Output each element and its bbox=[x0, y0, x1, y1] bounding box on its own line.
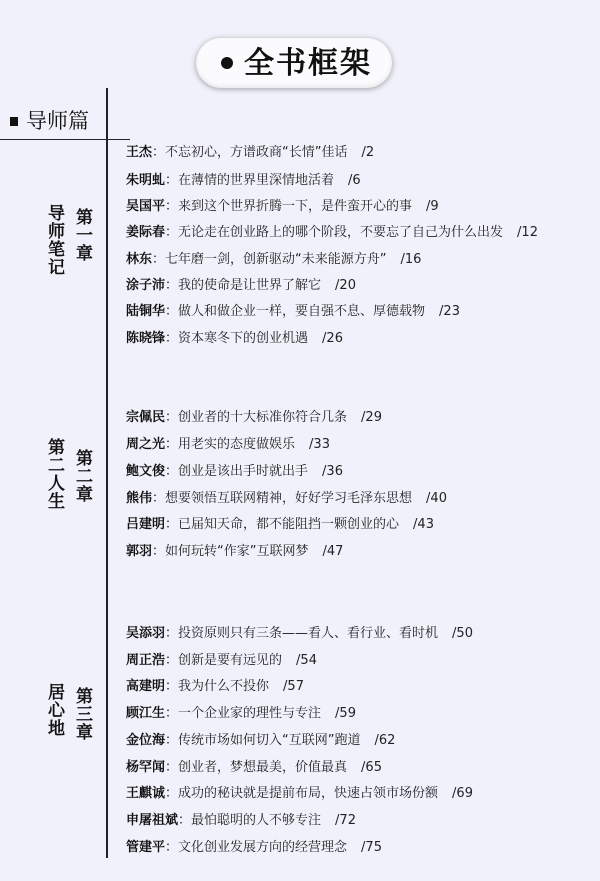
toc-entry[interactable]: 熊伟：想要领悟互联网精神，好好学习毛泽东思想 /40 bbox=[126, 491, 447, 506]
toc-entry[interactable]: 郭羽：如何玩转“作家”互联网梦 /47 bbox=[126, 544, 344, 559]
toc-entry[interactable]: 鲍文俊：创业是该出手时就出手 /36 bbox=[126, 464, 343, 479]
chapter-2-title: 第二人生 bbox=[44, 438, 64, 510]
page-title: 全书框架 bbox=[244, 46, 372, 81]
chapter-2-number: 第二章 bbox=[72, 449, 92, 503]
entry-title: 想要领悟互联网精神，好好学习毛泽东思想 bbox=[165, 491, 413, 506]
page-number: /59 bbox=[335, 706, 356, 721]
bullet-icon bbox=[221, 57, 233, 69]
author-name: 陈晓锋 bbox=[126, 331, 166, 346]
chapter-3-number: 第三章 bbox=[72, 687, 92, 741]
entry-title: 文化创业发展方向的经营理念 bbox=[178, 840, 348, 855]
author-name: 周正浩 bbox=[126, 653, 166, 668]
page-number: /26 bbox=[322, 331, 343, 346]
entry-title: 来到这个世界折腾一下，是件蛮开心的事 bbox=[178, 199, 413, 214]
page-number: /23 bbox=[439, 304, 460, 319]
author-name: 吴添羽 bbox=[126, 626, 166, 641]
entry-title: 如何玩转“作家”互联网梦 bbox=[165, 544, 309, 559]
entry-title: 不忘初心，方谱政商“长情”佳话 bbox=[165, 145, 348, 160]
page-number: /47 bbox=[322, 544, 344, 559]
page-number: /6 bbox=[348, 173, 361, 188]
square-bullet-icon bbox=[10, 117, 18, 126]
entry-title: 一个企业家的理性与专注 bbox=[178, 706, 322, 721]
toc-entry[interactable]: 周之光：用老实的态度做娱乐 /33 bbox=[126, 437, 330, 452]
author-name: 管建平 bbox=[126, 840, 166, 855]
entry-title: 做人和做企业一样，要自强不息、厚德载物 bbox=[178, 304, 426, 319]
page-number: /2 bbox=[361, 145, 375, 160]
vertical-divider bbox=[106, 88, 108, 858]
section-title: 导师篇 bbox=[26, 109, 89, 133]
page-number: /75 bbox=[361, 840, 382, 855]
entry-title: 创新是要有远见的 bbox=[178, 653, 283, 668]
toc-entry[interactable]: 陈晓锋：资本寒冬下的创业机遇 /26 bbox=[126, 331, 343, 346]
toc-entry[interactable]: 周正浩：创新是要有远见的 /54 bbox=[126, 653, 317, 668]
entry-title: 我为什么不投你 bbox=[178, 679, 270, 694]
page-number: /40 bbox=[426, 491, 447, 506]
author-name: 姜际春 bbox=[126, 225, 166, 240]
author-name: 申屠祖斌 bbox=[126, 813, 179, 828]
page-number: /54 bbox=[296, 653, 317, 668]
author-name: 熊伟 bbox=[126, 491, 153, 506]
entry-title: 已届知天命，都不能阻挡一颗创业的心 bbox=[178, 517, 400, 532]
page-number: /72 bbox=[335, 813, 356, 828]
toc-entry[interactable]: 管建平：文化创业发展方向的经营理念 /75 bbox=[126, 840, 382, 855]
toc-entry[interactable]: 林东：七年磨一剑，创新驱动“未来能源方舟” /16 bbox=[126, 252, 422, 267]
author-name: 吕建明 bbox=[126, 517, 166, 532]
entry-title: 创业是该出手时就出手 bbox=[178, 464, 309, 479]
entry-title: 用老实的态度做娱乐 bbox=[178, 437, 296, 452]
entry-title: 资本寒冬下的创业机遇 bbox=[178, 331, 309, 346]
chapter-1-title: 导师笔记 bbox=[44, 204, 64, 276]
chapter-1-number: 第一章 bbox=[72, 208, 92, 262]
entry-title: 我的使命是让世界了解它 bbox=[178, 278, 322, 293]
toc-entry[interactable]: 金位海：传统市场如何切入“互联网”跑道 /62 bbox=[126, 733, 396, 748]
page-number: /50 bbox=[452, 626, 473, 641]
toc-entry[interactable]: 顾江生：一个企业家的理性与专注 /59 bbox=[126, 706, 356, 721]
toc-entry[interactable]: 高建明：我为什么不投你 /57 bbox=[126, 679, 304, 694]
entry-title: 在薄情的世界里深情地活着 bbox=[178, 173, 335, 188]
author-name: 陆铜华 bbox=[126, 304, 166, 319]
page-number: /9 bbox=[426, 199, 439, 214]
toc-entry[interactable]: 朱明虬：在薄情的世界里深情地活着 /6 bbox=[126, 173, 361, 188]
chapter-3-title: 居心地 bbox=[44, 683, 64, 737]
entry-title: 传统市场如何切入“互联网”跑道 bbox=[178, 733, 361, 748]
author-name: 金位海 bbox=[126, 733, 166, 748]
page-number: /36 bbox=[322, 464, 343, 479]
entry-title: 创业者的十大标准你符合几条 bbox=[178, 410, 348, 425]
author-name: 顾江生 bbox=[126, 706, 166, 721]
author-name: 涂子沛 bbox=[126, 278, 166, 293]
toc-entry[interactable]: 王杰：不忘初心，方谱政商“长情”佳话 /2 bbox=[126, 145, 375, 160]
page-number: /57 bbox=[283, 679, 304, 694]
toc-entry[interactable]: 吕建明：已届知天命，都不能阻挡一颗创业的心 /43 bbox=[126, 517, 434, 532]
author-name: 林东 bbox=[126, 252, 153, 267]
author-name: 王杰 bbox=[126, 145, 153, 160]
entry-title: 最怕聪明的人不够专注 bbox=[191, 813, 322, 828]
toc-entry[interactable]: 王麒诚：成功的秘诀就是提前布局，快速占领市场份额 /69 bbox=[126, 786, 473, 801]
author-name: 郭羽 bbox=[126, 544, 153, 559]
page-number: /29 bbox=[361, 410, 382, 425]
page-number: /65 bbox=[361, 760, 382, 775]
entry-title: 无论走在创业路上的哪个阶段，不要忘了自己为什么出发 bbox=[178, 225, 504, 240]
page-number: /16 bbox=[400, 252, 422, 267]
author-name: 鲍文俊 bbox=[126, 464, 166, 479]
page-number: /43 bbox=[413, 517, 434, 532]
toc-entry[interactable]: 申屠祖斌：最怕聪明的人不够专注 /72 bbox=[126, 813, 356, 828]
entry-title: 创业者，梦想最美，价值最真 bbox=[178, 760, 348, 775]
author-name: 吴国平 bbox=[126, 199, 166, 214]
page-number: /69 bbox=[452, 786, 473, 801]
author-name: 高建明 bbox=[126, 679, 166, 694]
toc-entry[interactable]: 吴国平：来到这个世界折腾一下，是件蛮开心的事 /9 bbox=[126, 199, 439, 214]
author-name: 朱明虬 bbox=[126, 173, 166, 188]
toc-entry[interactable]: 陆铜华：做人和做企业一样，要自强不息、厚德载物 /23 bbox=[126, 304, 460, 319]
author-name: 宗佩民 bbox=[126, 410, 166, 425]
author-name: 王麒诚 bbox=[126, 786, 166, 801]
page-number: /20 bbox=[335, 278, 356, 293]
page-number: /62 bbox=[374, 733, 396, 748]
page-number: /12 bbox=[517, 225, 538, 240]
section-divider bbox=[0, 139, 130, 140]
toc-entry[interactable]: 宗佩民：创业者的十大标准你符合几条 /29 bbox=[126, 410, 382, 425]
page-number: /33 bbox=[309, 437, 330, 452]
toc-entry[interactable]: 杨罕闻：创业者，梦想最美，价值最真 /65 bbox=[126, 760, 382, 775]
entry-title: 投资原则只有三条——看人、看行业、看时机 bbox=[178, 626, 439, 641]
toc-entry[interactable]: 吴添羽：投资原则只有三条——看人、看行业、看时机 /50 bbox=[126, 626, 473, 641]
author-name: 周之光 bbox=[126, 437, 166, 452]
toc-entry[interactable]: 姜际春：无论走在创业路上的哪个阶段，不要忘了自己为什么出发 /12 bbox=[126, 225, 538, 240]
entry-title: 成功的秘诀就是提前布局，快速占领市场份额 bbox=[178, 786, 439, 801]
author-name: 杨罕闻 bbox=[126, 760, 166, 775]
toc-entry[interactable]: 涂子沛：我的使命是让世界了解它 /20 bbox=[126, 278, 356, 293]
entry-title: 七年磨一剑，创新驱动“未来能源方舟” bbox=[165, 252, 387, 267]
